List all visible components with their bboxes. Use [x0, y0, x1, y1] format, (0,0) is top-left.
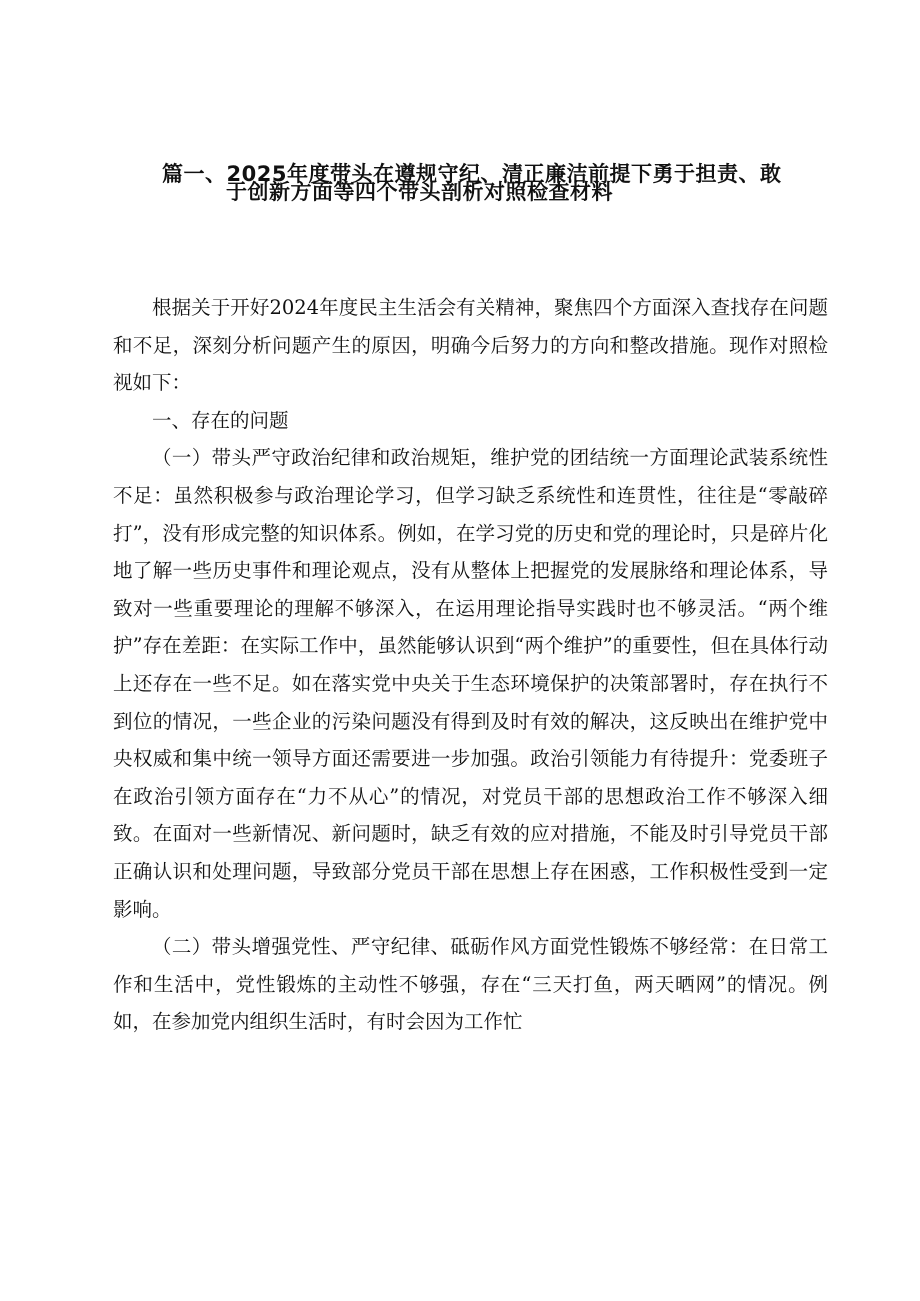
document-title-line-1: 篇一、2025年度带头在遵规守纪、清正廉洁前提下勇于担责、敢: [162, 162, 782, 186]
paragraph-1: （一）带头严守政治纪律和政治规矩，维护党的团结统一方面理论武装系统性不足：虽然积极参与政治理论学习，但学习缺乏系统性和连贯性，往往是“零敲碎打”，没有形成完整的知识体系。例如，在学习党的历史和党的理论时，只是碎片化地了解一些历史事件和理论观点，没有从整体上把握党的发展脉络和理论体系，导致对一些重要理论的理解不够深入，在运用理论指导实践时也不够灵活。“两个维护”存在差距：在实际工作中，虽然能够认识到“两个维护”的重要性，但在具体行动上还存在一些不足。如在落实党中央关于生态环境保护的决策部署时，存在执行不到位的情况，一些企业的污染问题没有得到及时有效的解决，这反映出在维护党中央权威和集中统一领导方面还需要进一步加强。政治引领能力有待提升：党委班子在政治引领方面存在“力不从心”的情况，对党员干部的思想政治工作不够深入细致。在面对一些新情况、新问题时，缺乏有效的应对措施，不能及时引导党员干部正确认识和处理问题，导致部分党员干部在思想上存在困惑，工作积极性受到一定影响。: [113, 446, 828, 921]
paragraph-2: （二）带头增强党性、严守纪律、砥砺作风方面党性锻炼不够经常：在日常工作和生活中，党性锻炼的主动性不够强，存在“三天打鱼，两天晒网”的情况。例如，在参加党内组织生活时，有时会因为工作忙: [113, 935, 828, 1034]
document-body: [113, 289, 828, 1041]
intro-paragraph: 根据关于开好2024年度民主生活会有关精神，聚焦四个方面深入查找存在问题和不足，深刻分析问题产生的原因，明确今后努力的方向和整改措施。现作对照检视如下：: [113, 296, 828, 395]
section-heading-problems: 一、存在的问题: [152, 408, 289, 432]
document-title-line-2: 于创新方面等四个带头剖析对照检查材料: [226, 180, 613, 204]
